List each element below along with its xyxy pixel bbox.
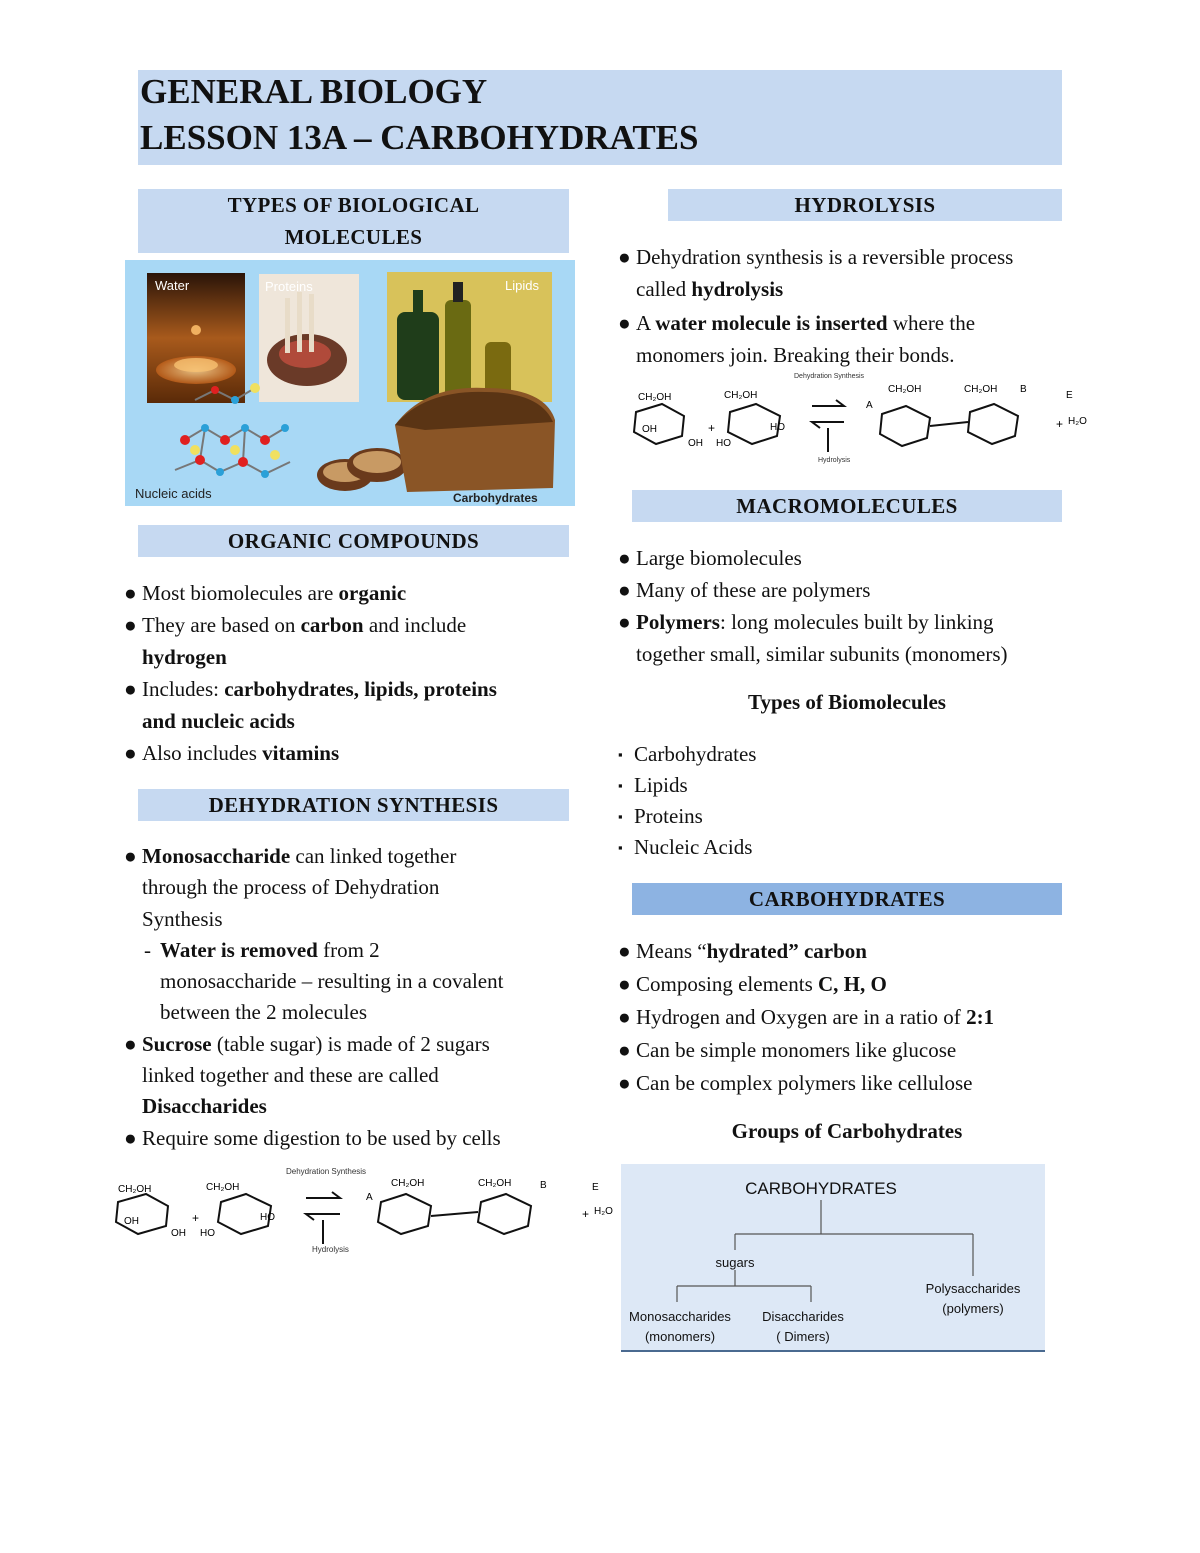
text: Can be simple monomers like glucose bbox=[636, 1038, 957, 1062]
text-bold: Water is removed bbox=[160, 937, 318, 962]
list-item bbox=[124, 841, 564, 872]
list-item bbox=[124, 1029, 564, 1060]
types-of-biomolecules-title: Types of Biomolecules bbox=[748, 690, 946, 714]
list-item-cont: monomers join. Breaking their bonds. bbox=[636, 343, 955, 367]
tree-di-label: Disaccharides bbox=[762, 1309, 844, 1324]
list-item bbox=[618, 832, 1058, 863]
list-item-cont bbox=[124, 1091, 564, 1122]
text: Lipids bbox=[634, 773, 688, 797]
text: and include bbox=[363, 613, 467, 637]
bullet-icon: ● bbox=[618, 972, 631, 996]
hydrolysis-list bbox=[618, 241, 1068, 371]
text-bold: hydrogen bbox=[142, 645, 227, 669]
text: Most biomolecules are bbox=[142, 581, 339, 605]
list-item bbox=[618, 241, 1068, 273]
bullet-icon: ● bbox=[124, 844, 137, 868]
text-bold: Sucrose bbox=[142, 1031, 212, 1056]
bullet-icon: ● bbox=[124, 581, 137, 605]
dehydration-diagram-left bbox=[96, 1162, 622, 1260]
text: Proteins bbox=[634, 804, 703, 828]
formula-label: + bbox=[1056, 417, 1064, 431]
text: Carbohydrates bbox=[634, 742, 757, 766]
formula-label: CH₂OH bbox=[964, 384, 998, 395]
text: Also includes bbox=[142, 741, 263, 765]
text-bold: hydrolysis bbox=[691, 277, 784, 301]
dehydration-diagram-right bbox=[620, 366, 1094, 470]
bullet-icon: ● bbox=[618, 1005, 631, 1029]
carbohydrates-heading: CARBOHYDRATES bbox=[632, 883, 1062, 915]
bullet-icon: ● bbox=[618, 546, 631, 570]
formula-label: CH₂OH bbox=[391, 1178, 425, 1189]
list-item bbox=[618, 739, 1058, 770]
formula-label: H₂O bbox=[594, 1206, 613, 1217]
hydrolysis-label: Hydrolysis bbox=[312, 1245, 349, 1254]
list-item bbox=[618, 606, 1068, 638]
list-item bbox=[618, 935, 1068, 968]
square-bullet-icon: ▪ bbox=[618, 747, 623, 762]
text: Nucleic Acids bbox=[634, 835, 753, 859]
groups-of-carbohydrates-title: Groups of Carbohydrates bbox=[731, 1119, 963, 1143]
sub-list-item bbox=[124, 935, 564, 966]
dehydration-synthesis-label: Dehydration Synthesis bbox=[286, 1167, 367, 1176]
formula-label: A bbox=[866, 400, 873, 411]
list-item bbox=[124, 673, 564, 705]
sub-list-cont: monosaccharide – resulting in a covalent bbox=[160, 969, 504, 994]
text-bold: water molecule is inserted bbox=[655, 311, 888, 335]
text-bold: hydrated” carbon bbox=[706, 939, 867, 963]
square-bullet-icon: ▪ bbox=[618, 809, 623, 824]
types-heading bbox=[138, 189, 569, 253]
list-item bbox=[618, 770, 1058, 801]
bullet-icon: ● bbox=[124, 1031, 137, 1056]
list-item bbox=[618, 968, 1068, 1001]
formula-label: CH₂OH bbox=[478, 1178, 512, 1189]
text-bold: Disaccharides bbox=[142, 1094, 267, 1119]
list-item bbox=[618, 307, 1068, 339]
list-item bbox=[618, 1034, 1068, 1067]
bullet-icon: ● bbox=[618, 1071, 631, 1095]
list-item bbox=[124, 1123, 564, 1154]
text-bold: organic bbox=[338, 581, 407, 605]
text-bold: 2:1 bbox=[966, 1005, 995, 1029]
tree-di-sub: ( Dimers) bbox=[776, 1329, 830, 1344]
list-item-cont: through the process of Dehydration bbox=[142, 875, 440, 900]
text-bold: Polymers bbox=[636, 610, 720, 634]
text-bold: carbon bbox=[300, 613, 364, 637]
dehydration-heading: DEHYDRATION SYNTHESIS bbox=[138, 789, 569, 821]
page-title-course: GENERAL BIOLOGY bbox=[140, 72, 488, 111]
text: Composing elements bbox=[636, 972, 818, 996]
square-bullet-icon: ▪ bbox=[618, 840, 623, 855]
biomolecules-image bbox=[125, 260, 575, 506]
biomolecule-types-list bbox=[618, 739, 1058, 863]
macromolecules-list bbox=[618, 542, 1068, 670]
text: They are based on bbox=[142, 613, 301, 637]
dehydration-list bbox=[124, 841, 564, 1154]
carbohydrates-list bbox=[618, 935, 1068, 1100]
text: Hydrogen and Oxygen are in a ratio of bbox=[636, 1005, 967, 1029]
text: from 2 bbox=[317, 937, 380, 962]
formula-label: OH bbox=[642, 424, 657, 435]
text: Includes: bbox=[142, 677, 225, 701]
list-item-cont bbox=[124, 641, 564, 673]
reaction-diagram bbox=[620, 366, 1094, 470]
types-heading-line1: TYPES OF BIOLOGICAL bbox=[227, 193, 480, 217]
text: Require some digestion to be used by cells bbox=[142, 1125, 501, 1150]
list-item bbox=[618, 1067, 1068, 1100]
formula-label: H₂O bbox=[1068, 416, 1087, 427]
formula-label: E bbox=[592, 1182, 599, 1193]
list-item-cont: together small, similar subunits (monomers) bbox=[636, 642, 1008, 666]
bullet-icon: ● bbox=[618, 245, 631, 269]
lipids-label: Lipids bbox=[505, 278, 539, 293]
organic-list bbox=[124, 577, 564, 769]
page-title-lesson: LESSON 13A – CARBOHYDRATES bbox=[140, 118, 699, 157]
bullet-icon: ● bbox=[124, 613, 137, 637]
text-bold: C, H, O bbox=[818, 972, 887, 996]
tree-svg bbox=[621, 1164, 1045, 1353]
list-item-cont bbox=[618, 273, 1068, 305]
text: : long molecules built by linking bbox=[719, 610, 994, 634]
formula-label: + bbox=[582, 1207, 590, 1221]
bullet-icon: ● bbox=[618, 939, 631, 963]
text-bold: and nucleic acids bbox=[142, 709, 295, 733]
text-bold: Monosaccharide bbox=[142, 844, 291, 868]
text: (table sugar) is made of 2 sugars bbox=[211, 1031, 490, 1056]
list-item-cont bbox=[124, 705, 564, 737]
tree-root-label: CARBOHYDRATES bbox=[745, 1179, 897, 1198]
formula-label: + bbox=[192, 1211, 200, 1225]
dash-marker: - bbox=[144, 937, 151, 962]
tree-poly-label: Polysaccharides bbox=[925, 1281, 1021, 1296]
reaction-diagram bbox=[96, 1162, 622, 1260]
bullet-icon: ● bbox=[618, 1038, 631, 1062]
formula-label: CH₂OH bbox=[638, 392, 672, 403]
formula-label: HO bbox=[260, 1212, 275, 1223]
text: Means “ bbox=[636, 939, 707, 963]
proteins-label: Proteins bbox=[265, 279, 313, 294]
list-item bbox=[618, 574, 1068, 606]
bullet-icon: ● bbox=[124, 677, 137, 701]
list-item bbox=[124, 609, 564, 641]
biomolecules-collage bbox=[125, 260, 575, 506]
hydrolysis-heading: HYDROLYSIS bbox=[668, 189, 1062, 221]
formula-label: A bbox=[366, 1192, 373, 1203]
text-bold: carbohydrates, lipids, proteins bbox=[224, 677, 497, 701]
text-bold: vitamins bbox=[262, 741, 340, 765]
bullet-icon: ● bbox=[124, 741, 137, 765]
text: A bbox=[636, 311, 656, 335]
list-item bbox=[124, 577, 564, 609]
bullet-icon: ● bbox=[618, 610, 631, 634]
formula-label: E bbox=[1066, 390, 1073, 401]
water-label: Water bbox=[155, 278, 190, 293]
types-heading-line2: MOLECULES bbox=[284, 225, 423, 249]
formula-label: HO bbox=[716, 438, 731, 449]
text: can linked together bbox=[290, 844, 457, 868]
formula-label: HO bbox=[770, 422, 785, 433]
tree-mono-label: Monosaccharides bbox=[629, 1309, 731, 1324]
nucleic-acids-label: Nucleic acids bbox=[135, 486, 212, 501]
formula-label: B bbox=[1020, 384, 1027, 395]
text: Can be complex polymers like cellulose bbox=[636, 1071, 973, 1095]
text: called bbox=[636, 277, 692, 301]
formula-label: CH₂OH bbox=[888, 384, 922, 395]
tree-poly-sub: (polymers) bbox=[942, 1301, 1004, 1316]
square-bullet-icon: ▪ bbox=[618, 778, 623, 793]
list-item bbox=[618, 801, 1058, 832]
text: Dehydration synthesis is a reversible process bbox=[636, 245, 1014, 269]
formula-label: HO bbox=[200, 1228, 215, 1239]
formula-label: B bbox=[540, 1180, 547, 1191]
formula-label: CH₂OH bbox=[724, 390, 758, 401]
list-item-cont: linked together and these are called bbox=[142, 1063, 439, 1088]
carbohydrates-label: Carbohydrates bbox=[453, 491, 538, 505]
text: Large biomolecules bbox=[636, 546, 802, 570]
tree-sugars-label: sugars bbox=[715, 1255, 755, 1270]
organic-heading: ORGANIC COMPOUNDS bbox=[138, 525, 569, 557]
formula-label: OH bbox=[171, 1228, 186, 1239]
carbohydrate-tree-diagram bbox=[621, 1164, 1045, 1353]
sub-list-cont: between the 2 molecules bbox=[160, 1000, 368, 1025]
list-item-cont: Synthesis bbox=[142, 906, 223, 931]
list-item bbox=[618, 542, 1068, 574]
bullet-icon: ● bbox=[618, 578, 631, 602]
list-item bbox=[618, 1001, 1068, 1034]
dehydration-synthesis-label: Dehydration Synthesis bbox=[794, 373, 865, 380]
macromolecules-heading: MACROMOLECULES bbox=[632, 490, 1062, 522]
text: where the bbox=[887, 311, 976, 335]
hydrolysis-label: Hydrolysis bbox=[818, 457, 851, 464]
formula-label: CH₂OH bbox=[118, 1184, 152, 1195]
list-item bbox=[124, 737, 564, 769]
text: Many of these are polymers bbox=[636, 578, 871, 602]
bullet-icon: ● bbox=[618, 311, 631, 335]
formula-label: OH bbox=[124, 1216, 139, 1227]
formula-label: CH₂OH bbox=[206, 1182, 240, 1193]
bullet-icon: ● bbox=[124, 1125, 137, 1150]
formula-label: + bbox=[708, 421, 716, 435]
formula-label: OH bbox=[688, 438, 703, 449]
tree-mono-sub: (monomers) bbox=[644, 1329, 716, 1344]
